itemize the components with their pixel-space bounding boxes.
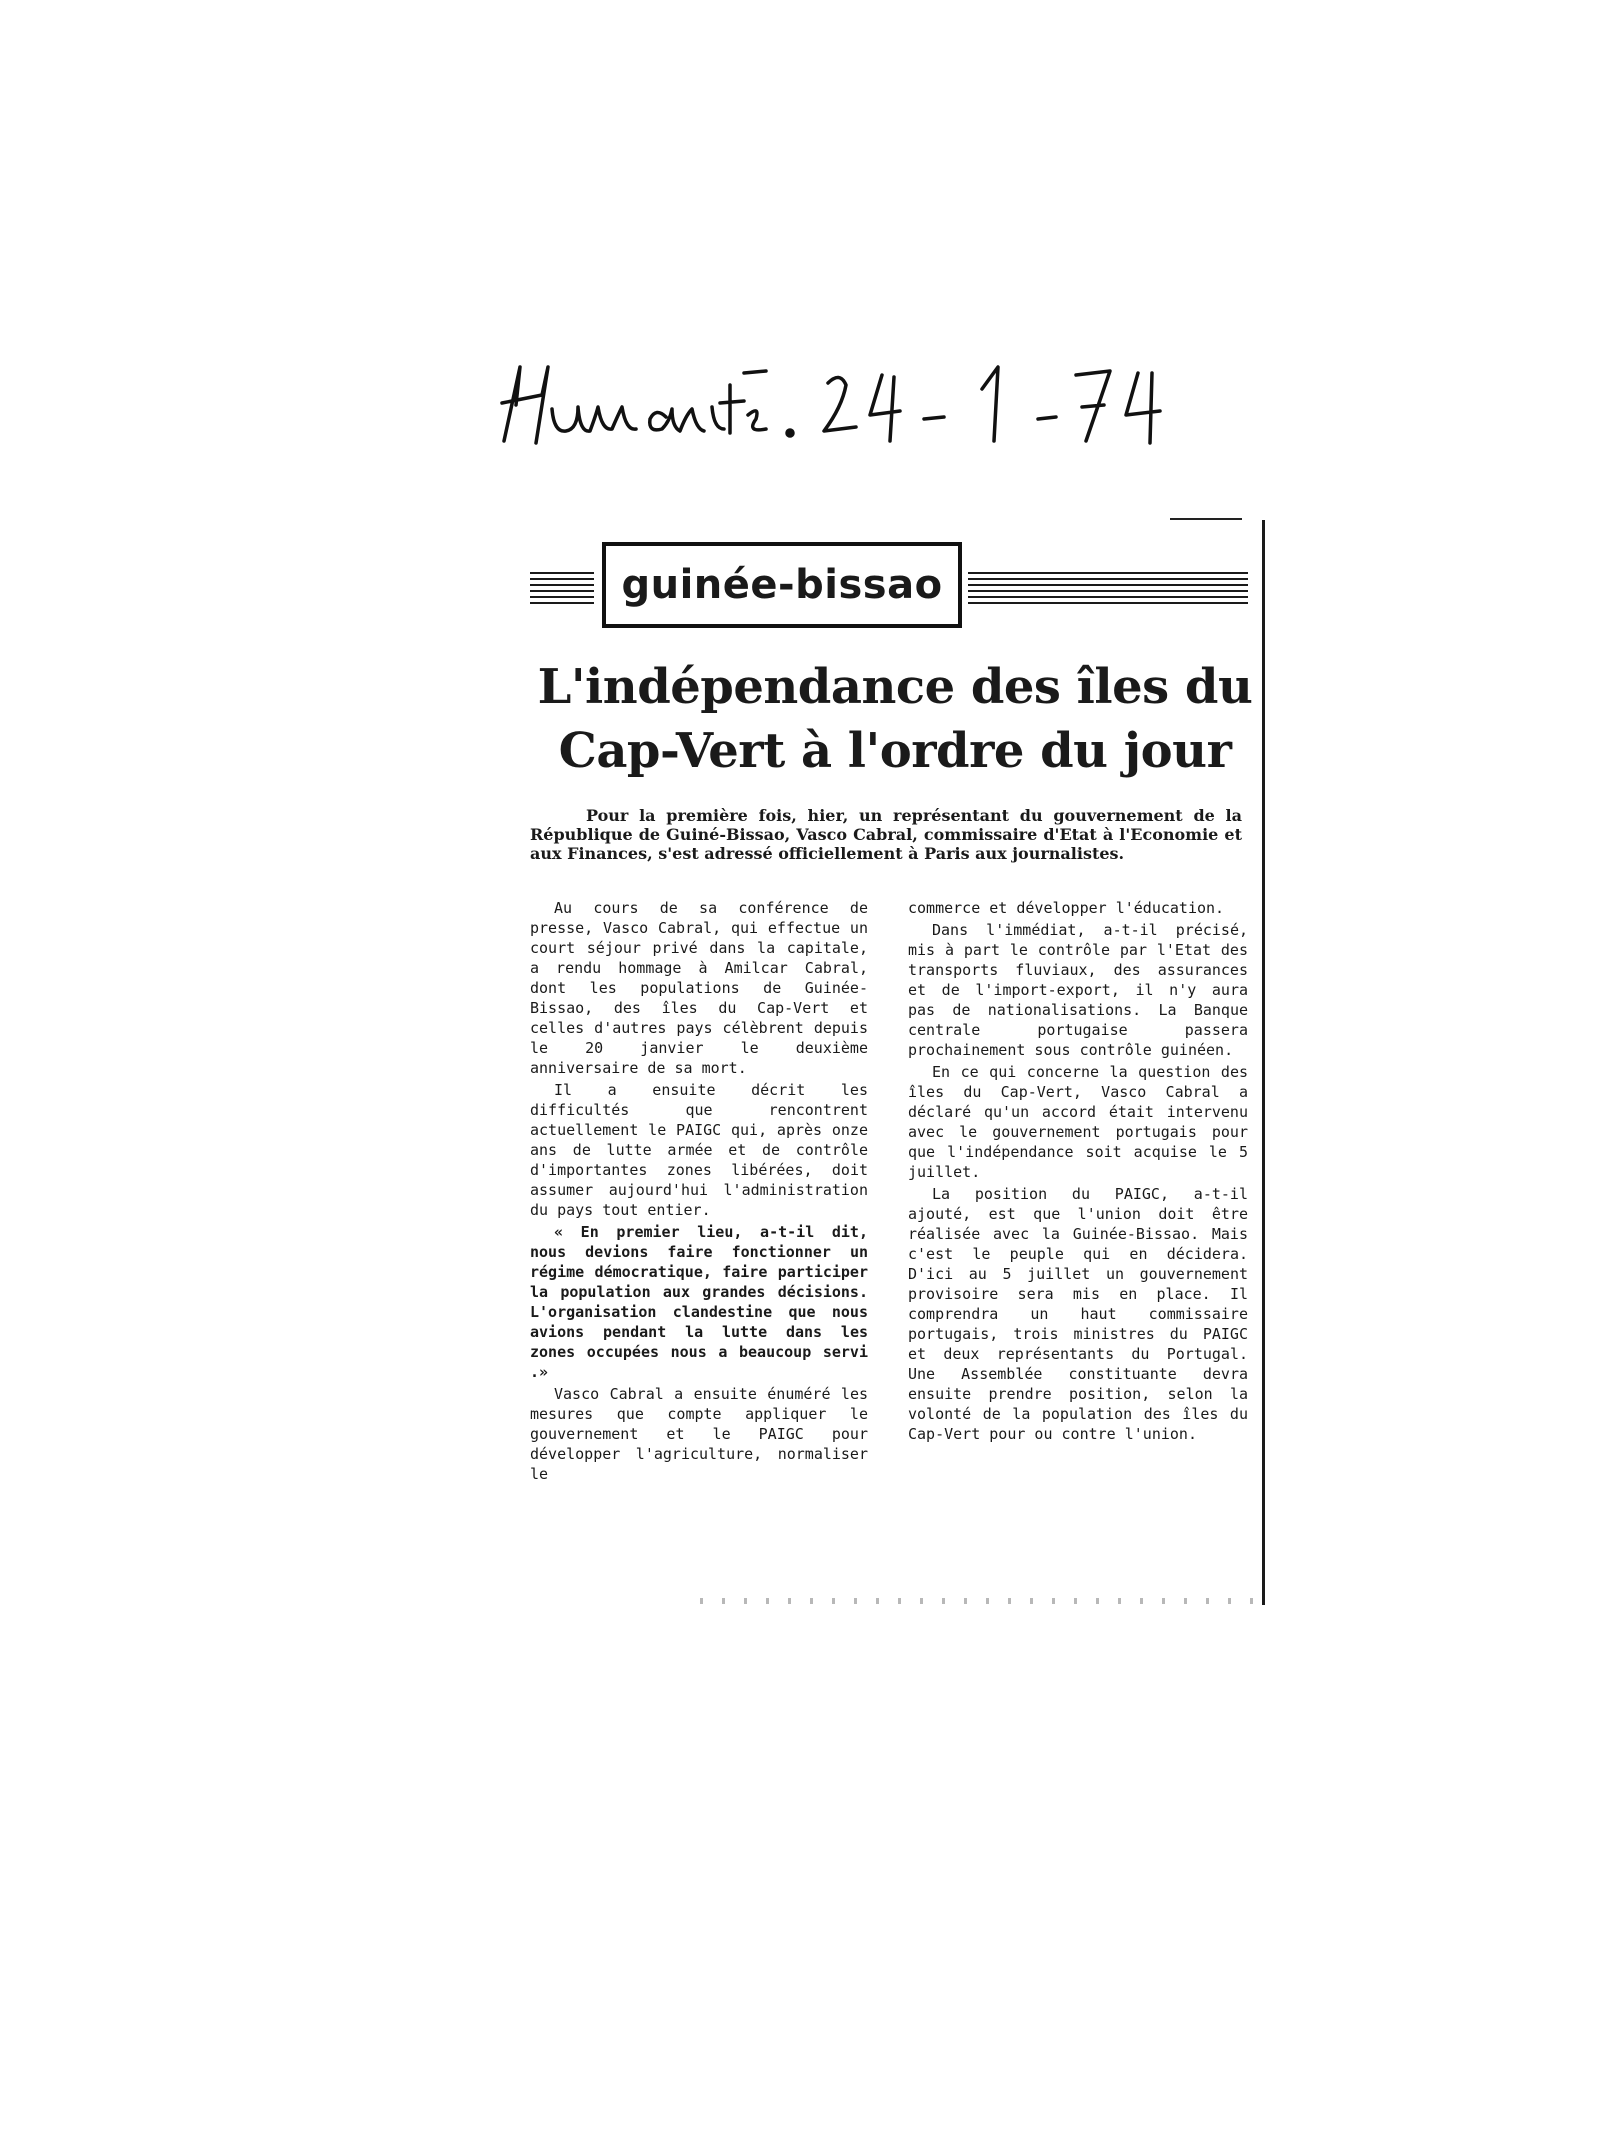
handwritten-annotation xyxy=(490,345,1190,455)
quote-paragraph: « En premier lieu, a-t-il dit, nous devions faire fonctionner un régime démocratique, faire participer la population aux grandes décisions. L'organisation clandestine que nous avions pendant la lutte dans les zones occupées nous a beaucoup servi .» xyxy=(530,1223,868,1381)
handwritten-note-text xyxy=(490,345,491,346)
rubric-label: guinée-bissao xyxy=(621,562,943,608)
column-rule xyxy=(1262,520,1265,1605)
article-column-right xyxy=(908,898,1248,1446)
rubric-box xyxy=(602,542,962,628)
rubric-hatch-left xyxy=(530,572,594,606)
article-lead: Pour la première fois, hier, un représentant du gouvernement de la République de Guiné-Bissao, Vasco Cabral, commissaire d'Etat à l'Economie et aux Finances, s'est adressé officiellement à Paris aux journalistes. xyxy=(530,806,1242,863)
handwriting-scribble xyxy=(490,345,1190,455)
paragraph: Il a ensuite décrit les difficultés que rencontrent actuellement le PAIGC qui, après onze ans de lutte armée et de contrôle d'importantes zones libérées, doit assumer aujourd'hui l'administration du pays tout entier. xyxy=(530,1081,868,1219)
section-rubric xyxy=(530,542,1248,632)
top-rule xyxy=(1170,518,1242,520)
paragraph: Au cours de sa conférence de presse, Vasco Cabral, qui effectue un court séjour privé dans la capitale, a rendu hommage à Amilcar Cabral, dont les populations de Guinée-Bissao, des îles du Cap-Vert et celles d'autres pays célèbrent depuis le 20 janvier le deuxième anniversaire de sa mort. xyxy=(530,899,868,1077)
paragraph: Dans l'immédiat, a-t-il précisé, mis à part le contrôle par l'Etat des transports fluviaux, des assurances et de l'import-export, il n'y aura pas de nationalisations. La Banque centrale portugaise passera prochainement sous contrôle guinéen. xyxy=(908,921,1248,1059)
article-column-left xyxy=(530,898,868,1486)
headline-line-2: Cap-Vert à l'ordre du jour xyxy=(558,723,1232,779)
paragraph: Vasco Cabral a ensuite énuméré les mesures que compte appliquer le gouvernement et le PAIGC pour développer l'agriculture, normaliser le xyxy=(530,1385,868,1483)
bottom-cut-marks xyxy=(700,1598,1260,1604)
paragraph: En ce qui concerne la question des îles du Cap-Vert, Vasco Cabral a déclaré qu'un accord était intervenu avec le gouvernement portugais pour que l'indépendance soit acquise le 5 juillet. xyxy=(908,1063,1248,1181)
rubric-hatch-right xyxy=(968,572,1248,606)
article-headline xyxy=(530,655,1260,783)
headline-line-1: L'indépendance des îles du xyxy=(537,659,1253,715)
paragraph: La position du PAIGC, a-t-il ajouté, est que l'union doit être réalisée avec la Guinée-Bissao. Mais c'est le peuple qui en décidera. D'ici au 5 juillet un gouvernement provisoire sera mis en place. Il comprendra un haut commissaire portugais, trois ministres du PAIGC et deux représentants du Portugal. Une Assemblée constituante devra ensuite prendre position, selon la volonté de la population des îles du Cap-Vert pour ou contre l'union. xyxy=(908,1185,1248,1443)
paragraph: commerce et développer l'éducation. xyxy=(908,899,1225,917)
